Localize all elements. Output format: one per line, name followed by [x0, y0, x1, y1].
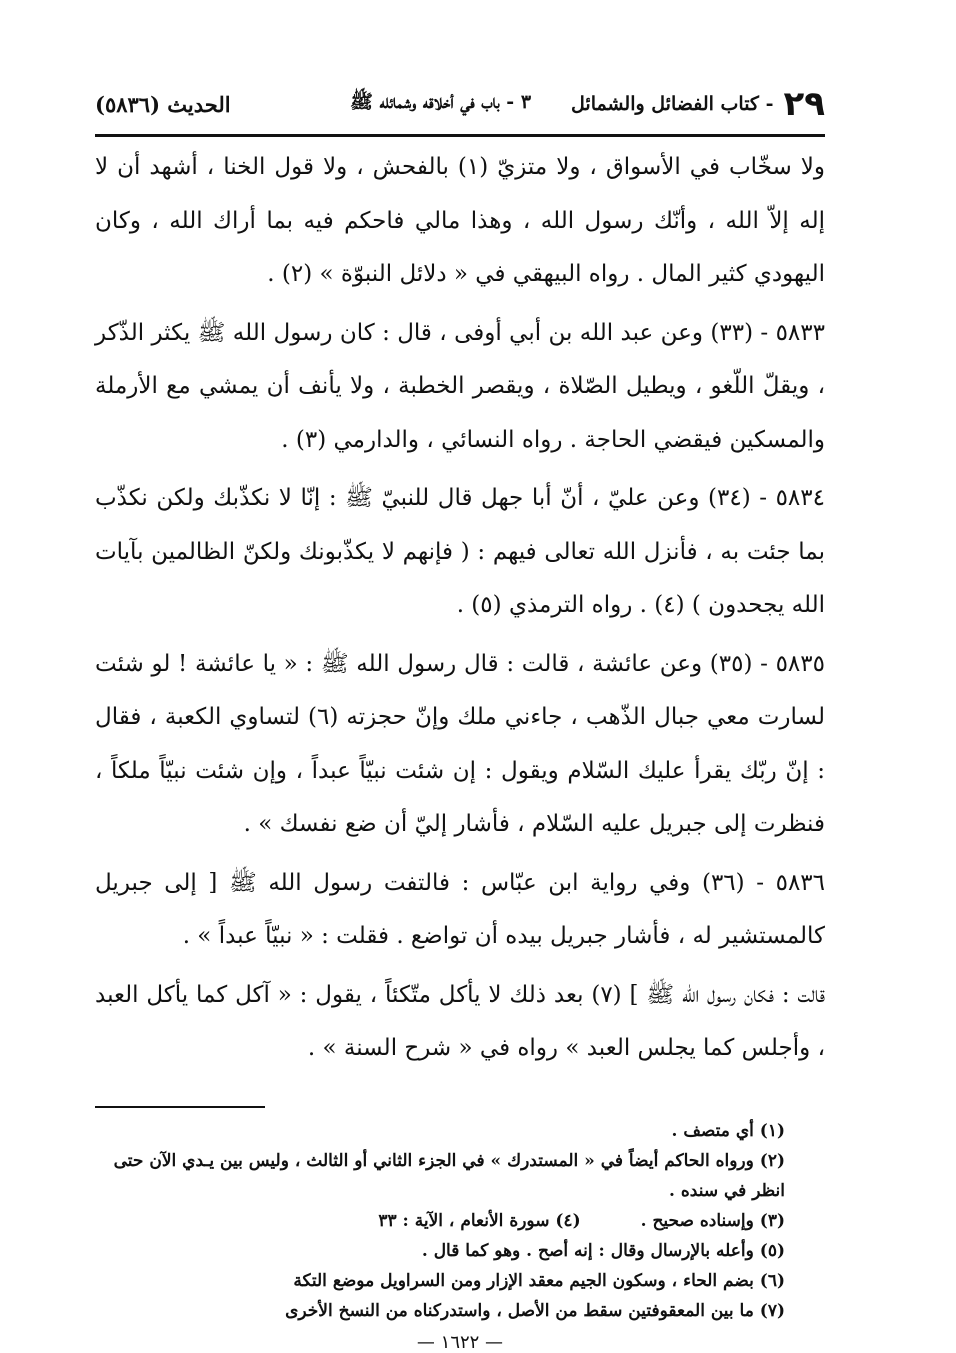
book-title: - كتاب الفضائل والشمائل [571, 93, 774, 115]
hadith-range: الحديث (٥٨٣٦) [95, 91, 231, 117]
footnotes [105, 1116, 785, 1326]
hadith-5833: ٥٨٣٣ - (٣٣) وعن عبد الله بن أبي أوفى ، قال : كان رسول الله ﷺ يكثر الذّكر ، ويقلّ اللّغو ، ويطيل الصّلاة ، ويقصر الخطبة ، ولا يأنف أن يمشي مع الأرملة والمسكين فيقضي الحاجة . رواه النسائي ، والدارمي (٣) . [95, 319, 825, 453]
footnote-2: (٢) ورواه الحاكم أيضاً في « المستدرك » في الجزء الثاني أو الثالث ، وليس بين يـدي الآن حتى انظر في سنده . [113, 1150, 785, 1201]
paragraph: ولا سخّاب في الأسواق ، ولا متزيّ (١) بالفحش ، ولا قول الخنا ، أشهد أن لا إله إلاّ الله ، وأنّك رسول الله ، وهذا مالي فاحكم فيه بما أراك الله ، وكان اليهودي كثير المال . رواه البيهقي في « دلائل النبوّة » (٢) . [95, 154, 825, 287]
footnote-3: (٣) وإسناده صحيح . [640, 1210, 785, 1231]
footnote-row [105, 1206, 785, 1236]
footnote-1: (١) أي متصف . [671, 1120, 785, 1141]
hadith-5834: ٥٨٣٤ - (٣٤) وعن عليّ ، أنّ أبا جهل قال للنبيّ ﷺ : إنّا لا نكذّبك ولكن نكذّب بما جئت به ، فأنزل الله تعالى فيهم : ( فإنهم لا يكذّبونك ولكنّ الظالمين بآيات الله يجحدون ) (٤) . رواه الترمذي (٥) . [95, 485, 825, 618]
running-header [95, 78, 825, 137]
footnote-6: (٦) بضم الحاء ، وسكون الجيم معقد الإزار ومن السراويل موضع التكة [293, 1270, 785, 1291]
footnote-7: (٧) ما بين المعقوفتين سقط من الأصل ، واستدركناه من النسخ الأخرى [285, 1300, 785, 1321]
main-text [95, 141, 825, 1076]
footnote-5: (٥) وأعله بالإرسال وقال : إنه أصح . وهو كما قال . [421, 1240, 785, 1261]
folio-number: — ١٦٢٢ — [416, 1331, 504, 1353]
book-page [95, 78, 825, 1353]
footnote-separator [95, 1106, 265, 1108]
hadith-5835: ٥٨٣٥ - (٣٥) وعن عائشة ، قالت : قال رسول الله ﷺ : « يا عائشة ! لو شئت لسارت معي جبال الذّهب ، جاءني ملك وإنّ حجزته (٦) لتساوي الكعبة ، فقال : إنّ ربّك يقرأ عليك السّلام ويقول : إن شئت نبيّاً عبداً ، وإن شئت نبيّاً ملكاً ، فنظرت إلى جبريل عليه السّلام ، فأشار إليّ أن ضع نفسك » . [95, 650, 825, 837]
page-number: ٢٩ [783, 84, 825, 124]
hadith-5836: ٥٨٣٦ - (٣٦) وفي رواية ابن عبّاس : فالتفت رسول الله ﷺ [ إلى جبريل كالمستشير له ، فأشار جبريل بيده أن تواضع . فقلت : « نبيّاً عبداً » . [95, 869, 826, 949]
footnote-4: (٤) سورة الأنعام ، الآية : ٣٣ [378, 1210, 581, 1231]
paragraph: قالت : فكان رسول الله ﷺ ] (٧) بعد ذلك لا يأكل متّكئاً ، يقول : « آكل كما يأكل العبد ، وأجلس كما يجلس العبد » رواه في « شرح السنة » . [95, 981, 825, 1061]
header-right-group [350, 84, 825, 124]
chapter-title: ٣ - باب في أخلاقه وشمائله ﷺ [350, 91, 532, 113]
